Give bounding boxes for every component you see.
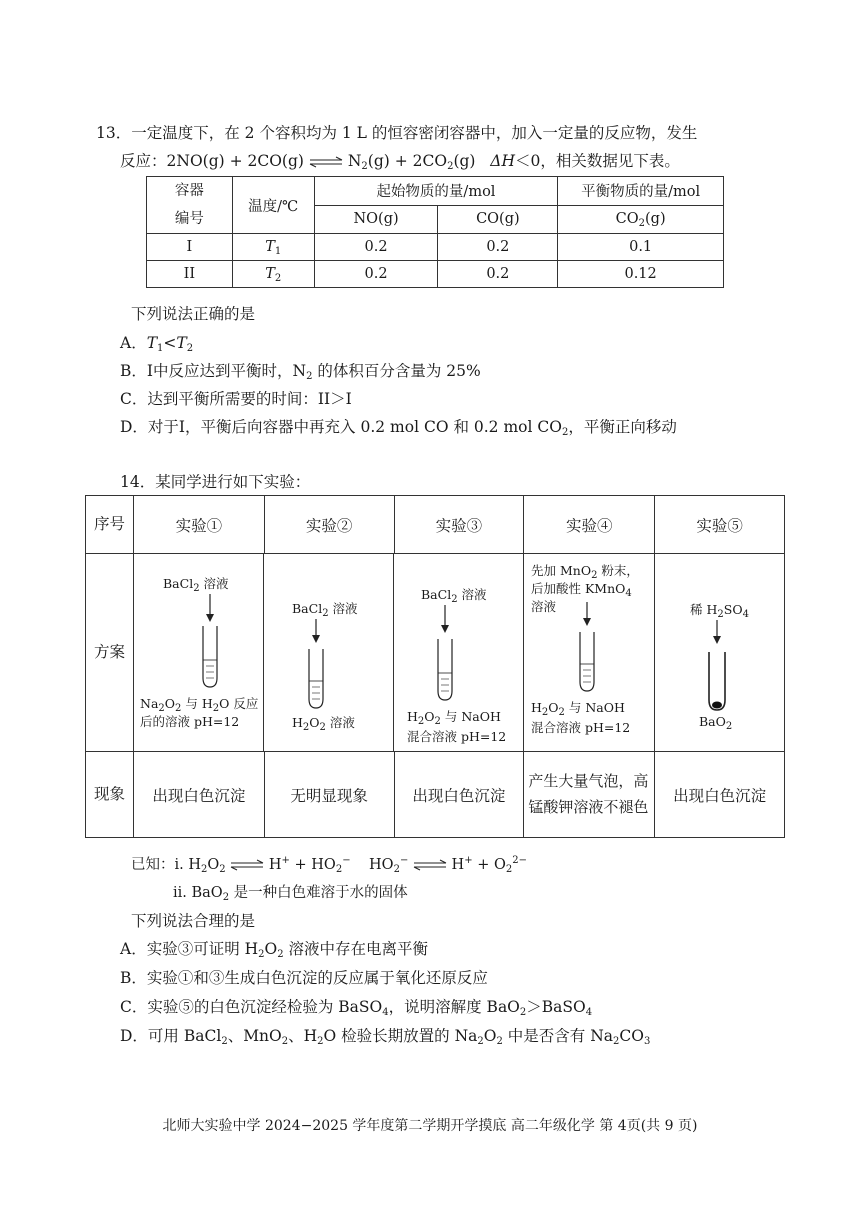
exp3-test-tube-icon — [430, 605, 460, 705]
exp1-tube-label: $Na_2O_2$ 与 $H_2O$ 反应 后的溶液 pH=12 — [140, 696, 259, 730]
header-exp-4: 实验④ — [524, 496, 655, 554]
page-footer: 北师大实验中学 2024−2025 学年度第二学期开学摸底 高二年级化学 第 4页(共 9 页) — [162, 1118, 698, 1134]
q13-line1: 13．一定温度下，在 2 个容积均为 1 L 的恒容密闭容器中，加入一定量的反应物，发生 — [96, 124, 698, 142]
q13-option-b: B．I中反应达到平衡时，$N_2$ 的体积百分含量为 25% — [120, 362, 481, 382]
header-phenomenon: 现象 — [86, 752, 134, 838]
q13-option-a: A．$T_1<T_2$ — [120, 334, 194, 354]
q14-option-b: B．实验①和③生成白色沉淀的反应属于氧化还原反应 — [120, 969, 488, 987]
exp5-tube-label: BaO$_2$ — [699, 714, 733, 732]
exp2-test-tube-icon — [301, 619, 331, 711]
q13-option-c: C．达到平衡所需要的时间：II＞I — [120, 390, 352, 408]
result-4: 产生大量气泡，高锰酸钾溶液不褪色 — [524, 752, 655, 838]
row-co2: 0.1 — [558, 234, 724, 261]
row-temp: $T_1$ — [232, 234, 314, 261]
header-exp-5: 实验⑤ — [655, 496, 785, 554]
exp5-reagent-label: 稀 $H_2SO_4$ — [690, 602, 749, 620]
exp3-tube-label: $H_2O_2$ 与 NaOH 混合溶液 pH=12 — [407, 709, 507, 744]
exp4-reagent-label: 先加 MnO$_2$ 粉末， 后加酸性 KMnO$_4$ 溶液 — [531, 563, 639, 615]
q13-line2: 反应：2NO(g) + 2CO(g) $N_2(g) + 2CO_2(g)$ ΔH＜0，相关数据见下表。 — [120, 152, 680, 172]
table-row — [147, 261, 724, 288]
q13-option-d: D．对于I，平衡后向容器中再充入 0.2 mol CO 和 0.2 mol $CO_2$，平衡正向移动 — [120, 418, 677, 438]
header-exp-3: 实验③ — [394, 496, 524, 554]
q14-option-c: C．实验⑤的白色沉淀经检验为 BaSO$_4$，说明溶解度 BaO$_2$＞BaSO$_4$ — [120, 998, 593, 1018]
equilibrium-arrow-icon — [309, 156, 343, 168]
header-initial-amount: 起始物质的量/mol — [314, 177, 558, 206]
row-co: 0.2 — [438, 234, 558, 261]
row-id: I — [147, 234, 233, 261]
row-no: 0.2 — [314, 261, 438, 288]
result-5: 出现白色沉淀 — [655, 752, 785, 838]
result-3: 出现白色沉淀 — [394, 752, 524, 838]
result-1: 出现白色沉淀 — [133, 752, 264, 838]
header-index: 序号 — [86, 496, 134, 554]
exp3-reagent-label: BaCl$_2$ 溶液 — [421, 587, 487, 605]
header-plan: 方案 — [86, 554, 134, 752]
exp4-tube-label: $H_2O_2$ 与 NaOH 混合溶液 pH=12 — [531, 700, 631, 735]
header-no: NO(g) — [314, 205, 438, 234]
exp1-test-tube-icon — [195, 594, 225, 690]
header-co2: $CO_2(g)$ — [558, 205, 724, 234]
q14-stem: 下列说法合理的是 — [131, 912, 256, 930]
row-co2: 0.12 — [558, 261, 724, 288]
table-row — [147, 234, 724, 261]
q13-line2-prefix: 反应： — [120, 152, 167, 170]
row-id: II — [147, 261, 233, 288]
row-no: 0.2 — [314, 234, 438, 261]
exp2-reagent-label: BaCl$_2$ 溶液 — [292, 601, 358, 619]
equilibrium-arrow-icon — [413, 859, 447, 871]
header-container: 容器 编号 — [147, 177, 233, 234]
q14-known-i: 已知：i. $H_2O_2$ $H^+ + HO_2^-$ $HO_2^-$ $H^+ + O_2^{2-}$ — [131, 855, 527, 875]
header-co: CO(g) — [438, 205, 558, 234]
exp1-reagent-label: BaCl$_2$ 溶液 — [163, 576, 229, 594]
q13-stem: 下列说法正确的是 — [131, 305, 256, 323]
row-temp: $T_2$ — [232, 261, 314, 288]
header-equilibrium-amount: 平衡物质的量/mol — [558, 177, 724, 206]
header-temperature: 温度/℃ — [232, 177, 314, 234]
header-exp-2: 实验② — [264, 496, 394, 554]
q13-dh: H＜0，相关数据见下表。 — [501, 152, 680, 170]
header-exp-1: 实验① — [133, 496, 264, 554]
q14-intro: 14．某同学进行如下实验： — [120, 473, 311, 491]
equilibrium-arrow-icon — [230, 859, 264, 871]
q14-option-d: D．可用 BaCl$_2$、MnO$_2$、$H_2O$ 检验长期放置的 $Na_2O_2$ 中是否含有 $Na_2CO_3$ — [120, 1027, 651, 1047]
row-co: 0.2 — [438, 261, 558, 288]
exp5-test-tube-icon — [701, 620, 733, 712]
q13-data-table — [146, 176, 724, 288]
q14-known-ii: ii. BaO$_2$ 是一种白色难溶于水的固体 — [173, 885, 408, 903]
q14-option-a: A．实验③可证明 $H_2O_2$ 溶液中存在电离平衡 — [120, 940, 429, 960]
exp4-test-tube-icon — [572, 602, 602, 694]
result-2: 无明显现象 — [264, 752, 394, 838]
exp2-tube-label: $H_2O_2$ 溶液 — [292, 715, 355, 733]
